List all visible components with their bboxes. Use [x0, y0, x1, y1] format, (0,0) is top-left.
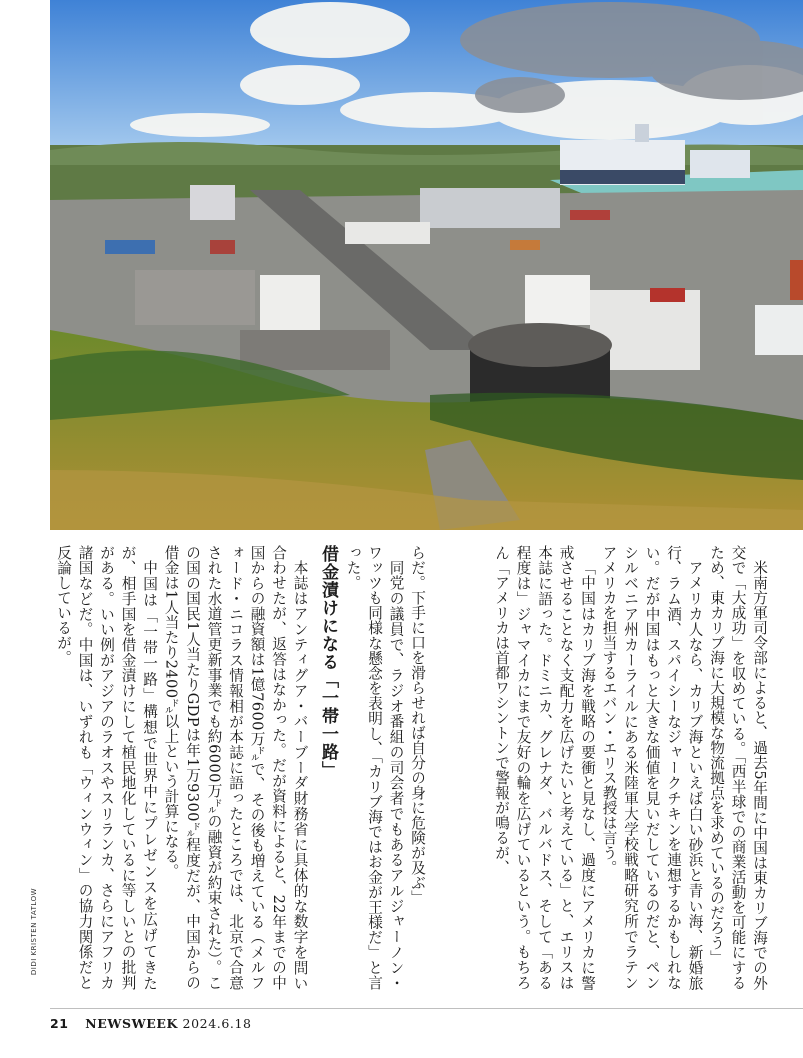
paragraph: 中国は「一帯一路」構想で世界中にプレゼンスを広げてきたが、相手国を借金漬けにして植民地化しているに等しいとの批判がある。いい例がアジアのラオスやスリランカ、さらにアフリカ諸国などだ。中国は、いずれも「ウィンウィン」の協力関係だと反論しているが。 — [55, 545, 158, 990]
magazine-name: NEWSWEEK — [85, 1016, 178, 1031]
water-tank — [468, 323, 612, 405]
paragraph — [50, 545, 53, 990]
issue-date: 2024.6.18 — [182, 1016, 252, 1031]
article-column-right — [434, 545, 770, 990]
section-heading: 借金漬けになる「一帯一路」 — [318, 545, 338, 779]
page-footer — [50, 1016, 252, 1031]
port-landscape-image — [50, 0, 803, 530]
paragraph: アメリカ人なら、カリブ海といえば白い砂浜と青い海、新婚旅行、ラム酒、スパイシーなジャークチキンを連想するかもしれない。だが中国はもっと大きな価値を見いだしているのだと、ペンシルベニア州カーライルにある米陸軍大学校戦略研究所でラテンアメリカを担当するエバン・エリス教授は言う。 — [600, 545, 704, 990]
article-column-left — [50, 545, 428, 990]
paragraph: らだ。下手に口を滑らせれば自分の身に危険が及ぶ」 — [409, 545, 426, 905]
paragraph: 米南方軍司令部によると、過去5年間に中国は東カリブ海での外交で「大成功」を収めている。「西半球での商業活動を可能にするため、東カリブ海に大規模な物流拠点を求めているのだろう」 — [708, 545, 768, 990]
photo-credit: DIDI KRISTEN TATLOW — [30, 888, 38, 976]
paragraph: 本誌はアンティグア・バーブーダ財務省に具体的な数字を問い合わせたが、返答はなかった。だが資料によると、22年までの中国からの融資額は1億7600万㌦で、その後も増えている（メルフォード・ニコラス情報相が本誌に語ったところでは、北京で合意された水道管更新事業でも約6000万㌦の融資が約束された）。この国の国民1人当たりGDPは年1万9300㌦程度だが、中国からの借金は1人当たり2400㌦以上という計算になる。 — [162, 545, 309, 990]
footer-divider — [50, 1008, 803, 1009]
article-photo — [50, 0, 803, 530]
paragraph: 「中国はカリブ海を戦略の要衝と見なし、過度にアメリカに警戒させることなく支配力を広げたいと考えている」と、エリスは本誌に語った。ドミニカ、グレナダ、バルバドス、そして「ある程度は」ジャマイカにまで友好の輪を広げているという。もちろん「アメリカは首都ワシントンで警報が鳴るが、 — [493, 545, 596, 990]
page-number: 21 — [50, 1016, 69, 1031]
paragraph: 同党の議員で、ラジオ番組の司会者でもあるアルジャーノン・ワッツも同様な懸念を表明し、「カリブ海ではお金が王様だ」と言った。 — [344, 545, 405, 990]
